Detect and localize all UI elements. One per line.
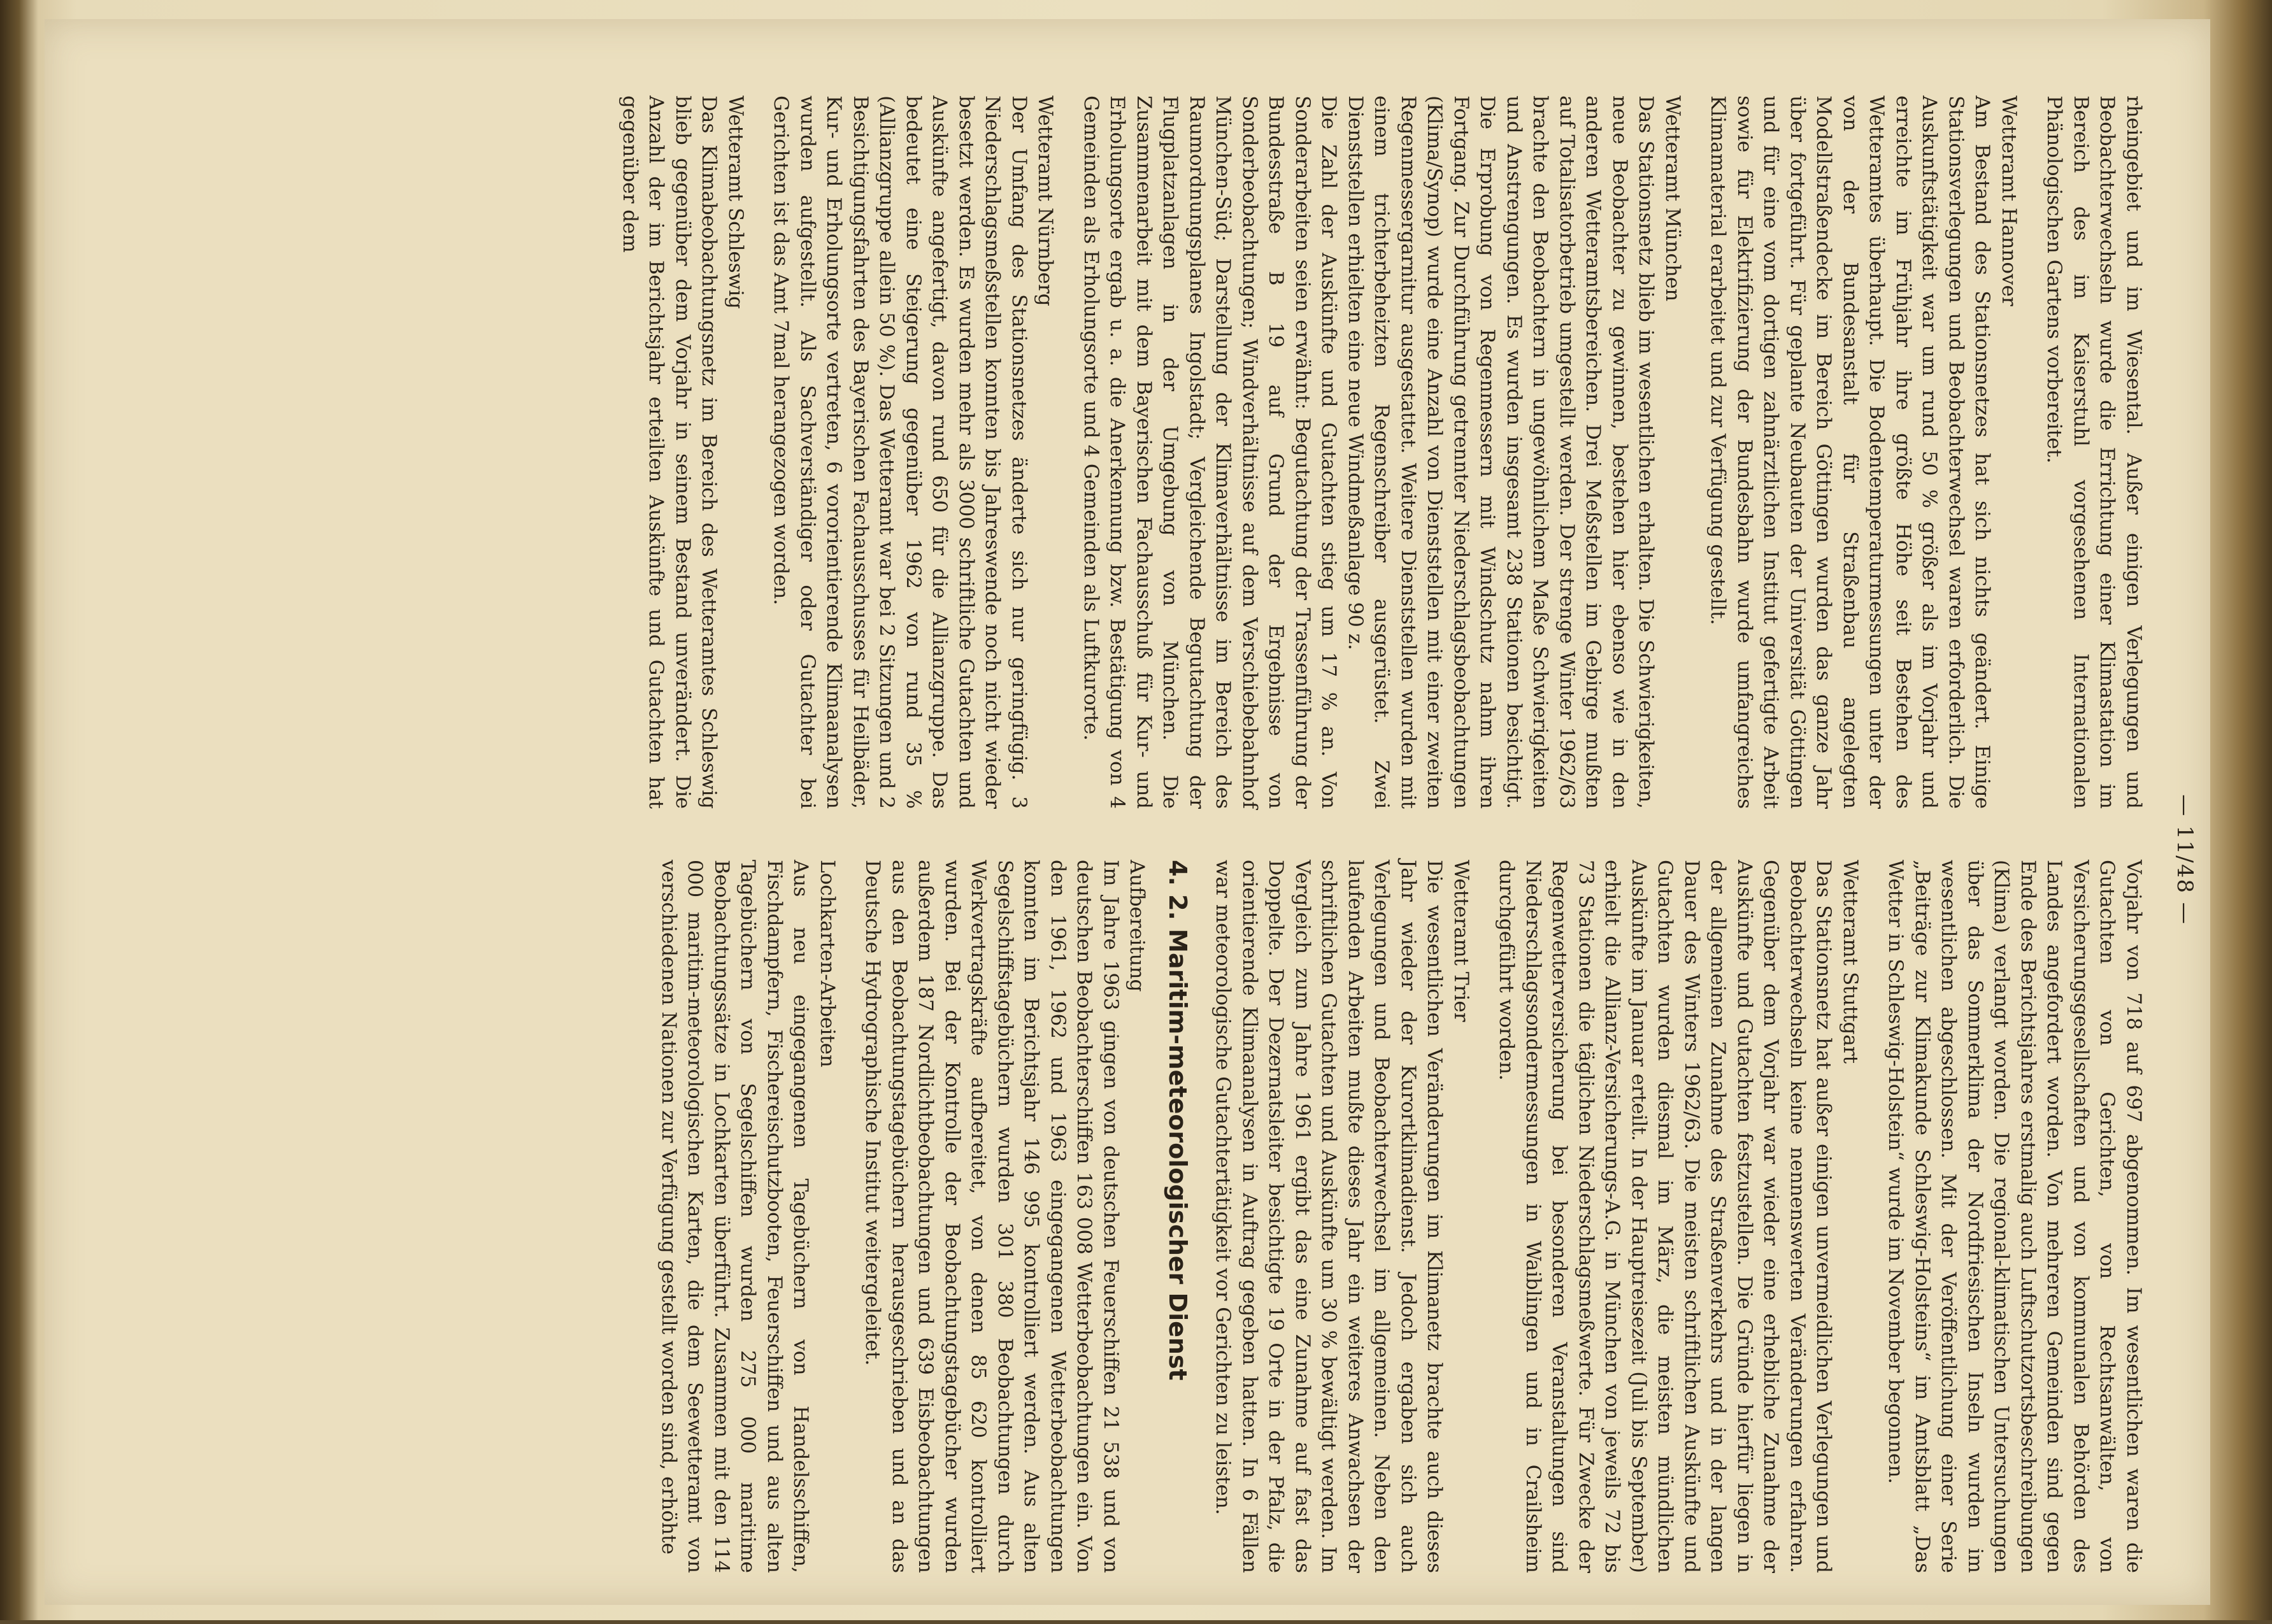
paragraph: Im Jahre 1963 gingen von deutschen Feuerschiffen 21 538 und von deutschen Beobachterschiffen 163 008 Wetterbeobachtungen ein. Von den 1961, 1962 und 1963 eingegangenen Wetterbeobachtungen konnten im Berichtsjahr 146 995 kontrolliert werden. Aus alten Segelschiffstagebüchern wurden 301 380 Beobachtungen durch Werkvertragskräfte aufbereitet, von denen 85 620 kontrolliert wurden. Bei der Kontrolle der Beobachtungstagebücher wurden außerdem 187 Nordlichtbeobachtungen und 639 Eisbeobachtungen aus den Beobachtungstagebüchern herausgeschrieben und an das Deutsche Hydrographische Institut weitergeleitet. xyxy=(861,860,1122,1573)
subheading: Wetteramt Schleswig xyxy=(724,96,747,309)
paragraph: Das Stationsnetz hat außer einigen unvermeidlichen Verlegungen und Beobachterwechseln keine nennenswerten Veränderungen erfahren. Gegenüber dem Vorjahr war wieder eine erhebliche Zunahme der Auskünfte und Gutachten festzustellen. Die Gründe hierfür liegen in der allgemeinen Zunahme des Straßenverkehrs und in der langen Dauer des Winters 1962/63. Die meisten schriftlichen Auskünfte und Gutachten wurden diesmal im März, die meisten mündlichen Auskünfte im Januar erteilt. In der Hauptreisezeit (Juli bis September) erhielt die Allianz-Versicherungs-A.G. in München von jeweils 72 bis 73 Stationen die täglichen Niederschlagsmeßwerte. Für Zwecke der Regenwetterversicherung bei besonderen Veranstaltungen sind Niederschlagssondermessungen in Waiblingen und in Crailsheim durchgeführt worden. xyxy=(1495,860,1836,1573)
paragraph: Am Bestand des Stationsnetzes hat sich nichts geändert. Einige Stationsverlegungen und Beobachterwechsel waren erforderlich. Die Auskunftstätigkeit war um rund 50 % größer als im Vorjahr und erreichte im Frühjahr ihre größte Höhe seit Bestehen des Wetteramtes überhaupt. Die Bodentemperaturmessungen unter der von der Bundesanstalt für Straßenbau angelegten Modellstraßendecke im Bereich Göttingen wurden das ganze Jahr über fortgeführt. Für geplante Neubauten der Universität Göttingen und für eine vom dortigen zahnärztlichen Institut gefertigte Arbeit sowie für Elektrifizierung der Bundesbahn wurde umfangreiches Klimamaterial erarbeitet und zur Verfügung gestellt. xyxy=(1706,96,1994,809)
subheading: Wetteramt Trier xyxy=(1450,860,1473,1022)
paragraph: Aus neu eingegangenen Tagebüchern von Handelsschiffen, Fischdampfern, Fischereischutzbooten, Feuerschiffen und aus alten Tagebüchern von Segelschiffen wurden 275 000 maritime Beobachtungssätze in Lochkarten überführt. Zusammen mit den 114 000 maritim-meteorologischen Karten, die dem Seewetteramt von verschiedenen Nationen zur Verfügung gestellt worden sind, erhöhte xyxy=(657,860,813,1573)
paragraph: Das Stationsnetz blieb im wesentlichen erhalten. Die Schwierigkeiten, neue Beobachter zu gewinnen, bestehen hier ebenso wie in den anderen Wetteramtsbereichen. Drei Meßstellen im Gebirge mußten auf Totalisatorbetrieb umgestellt werden. Der strenge Winter 1962/63 brachte den Beobachtern in ungewöhnlichem Maße Schwierigkeiten und Anstrengungen. Es wurden insgesamt 238 Stationen besichtigt. Die Erprobung von Regenmessern mit Windschutz nahm ihren Fortgang. Zur Durchführung getrennter Niederschlagsbeobachtungen (Klima/Synop) wurde eine Anzahl von Dienststellen mit einer zweiten Regenmessergarnitur ausgestattet. Weitere Dienststellen wurden mit einem trichterbeheizten Regenschreiber ausgerüstet. Zwei Dienststellen erhielten eine neue Windmeßanlage 90 z. xyxy=(1344,96,1658,809)
paragraph: Vorjahr von 718 auf 697 abgenommen. Im wesentlichen waren die Gutachten von Gerichten, von Rechtsanwälten, von Versicherungsgesellschaften und von kommunalen Behörden des Landes angefordert worden. Von mehreren Gemeinden sind gegen Ende des Berichtsjahres erstmalig auch Luftschutzortsbeschreibungen (Klima) verlangt worden. Die regional-klimatischen Untersuchungen über das Sommerklima der Nordfriesischen Inseln wurden im wesentlichen abgeschlossen. Mit der Veröffentlichung einer Serie „Beiträge zur Klimakunde Schleswig-Holsteins“ im Amtsblatt „Das Wetter in Schleswig-Holstein“ wurde im November begonnen. xyxy=(1884,860,2145,1573)
paragraph: Die wesentlichen Veränderungen im Klimanetz brachte auch dieses Jahr wieder der Kurortklimadienst. Jedoch ergaben sich auch Verlegungen und Beobachterwechsel im allgemeinen. Neben den laufenden Arbeiten mußte dieses Jahr ein weiteres Anwachsen der schriftlichen Gutachten und Auskünfte um 30 % bewältigt werden. Im Vergleich zum Jahre 1961 ergibt das eine Zunahme auf fast das Doppelte. Der Dezernatsleiter besichtigte 19 Orte in der Pfalz, die orientierende Klimaanalysen in Auftrag gegeben hatten. In 6 Fällen war meteorologische Gutachtertätigkeit vor Gerichten zu leisten. xyxy=(1211,860,1447,1573)
paragraph: Das Klimabeobachtungsnetz im Bereich des Wetteramtes Schleswig blieb gegenüber dem Vorjahr in seinem Bestand unverändert. Die Anzahl der im Berichtsjahr erteilten Auskünfte und Gutachten hat gegenüber dem xyxy=(618,96,721,809)
paragraph: rheingebiet und im Wiesental. Außer einigen Verlegungen und Beobachterwechseln wurde die Errichtung einer Klimastation im Bereich des im Kaiserstuhl vorgesehenen Internationalen Phänologischen Gartens vorbereitet. xyxy=(2043,96,2145,809)
subheading: Wetteramt Stuttgart xyxy=(1839,860,1862,1064)
paragraph: Die Zahl der Auskünfte und Gutachten stieg um 17 % an. Von Sonderarbeiten seien erwähnt: Begutachtung der Trassenführung der Bundesstraße B 19 auf Grund der Ergebnisse von Sonderbeobachtungen; Windverhältnisse auf dem Verschiebebahnhof München-Süd; Darstellung der Klimaverhältnisse im Bereich des Raumordnungsplanes Ingolstadt; Vergleichende Begutachtung der Flugplatzanlagen in der Umgebung von München. Die Zusammenarbeit mit dem Bayerischen Fachausschuß für Kur- und Erholungsorte ergab u. a. die Anerkennung bzw. Bestätigung von 4 Gemeinden als Erholungsorte und 4 Gemeinden als Luftkurorte. xyxy=(1080,96,1341,809)
subheading: Wetteramt München xyxy=(1661,96,1684,302)
paragraph: Der Umfang des Stationsnetzes änderte sich nur geringfügig. 3 Niederschlagsmeßstellen konnten bis Jahreswende noch nicht wieder besetzt werden. Es wurden mehr als 3000 schriftliche Gutachten und Auskünfte angefertigt, davon rund 650 für die Allianzgruppe. Das bedeutet eine Steigerung gegenüber 1962 von rund 35 % (Allianzgruppe allein 50 %). Das Wetteramt war bei 2 Sitzungen und 2 Besichtigungsfahrten des Bayerischen Fachausschusses für Heilbäder, Kur- und Erholungsorte vertreten, 6 vororientierende Klimaanalysen wurden aufgestellt. Als Sachverständiger oder Gutachter bei Gerichten ist das Amt 7mal herangezogen worden. xyxy=(769,96,1031,809)
subheading: Wetteramt Nürnberg xyxy=(1034,96,1057,306)
section-heading: 4. 2. Maritim-meteorologischer Dienst xyxy=(1164,860,1192,1381)
subheading: Lochkarten-Arbeiten xyxy=(816,860,839,1067)
subheading: Aufbereitung xyxy=(1125,860,1149,992)
left-column xyxy=(617,96,2147,809)
page-number: — 11/48 — xyxy=(2172,794,2197,925)
subheading: Wetteramt Hannover xyxy=(1997,96,2020,306)
right-column xyxy=(655,860,2147,1573)
page xyxy=(45,19,2210,1605)
rotated-text-plane xyxy=(121,96,2223,1624)
